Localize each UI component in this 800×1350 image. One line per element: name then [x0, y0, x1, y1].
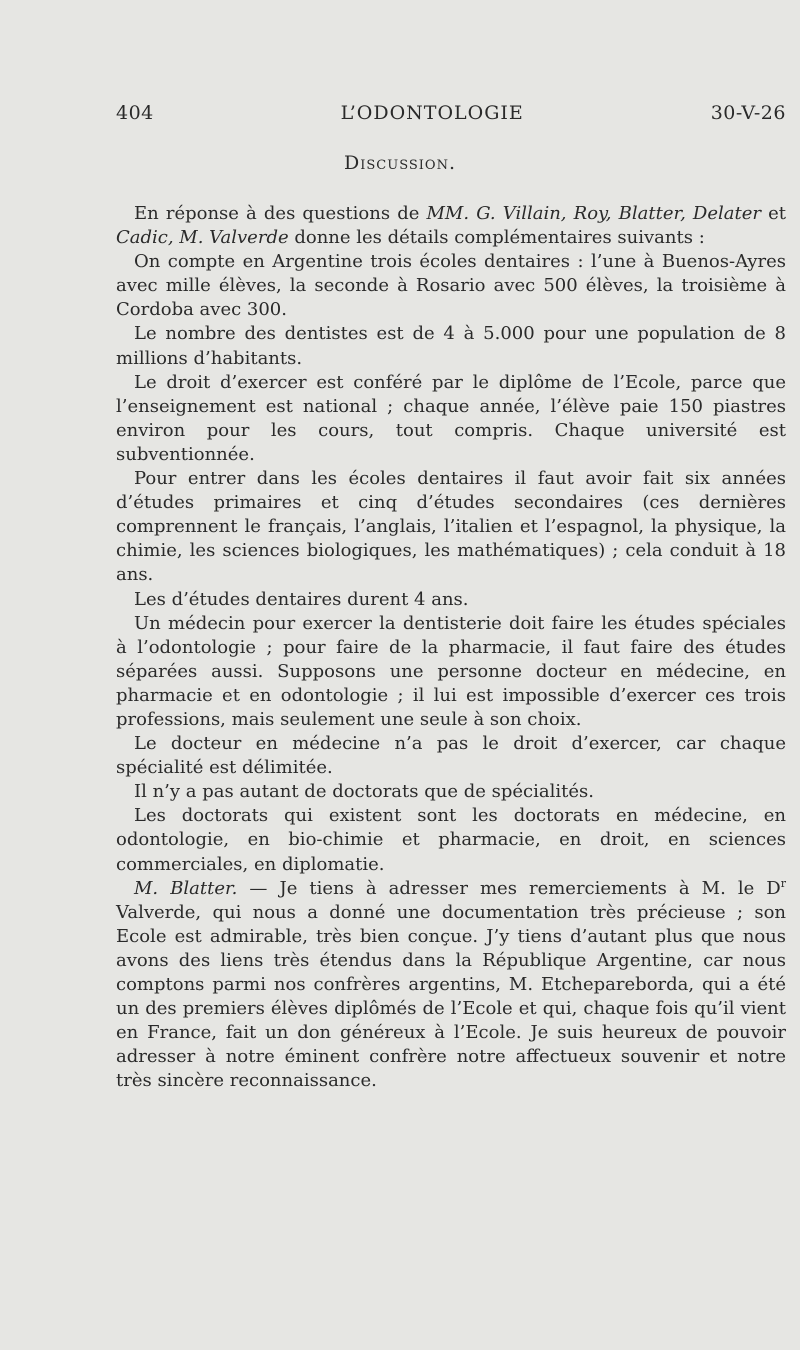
paragraph-1: En réponse à des questions de MM. G. Villain, Roy, Blatter, Delater et Cadic, M. Valverde donne les détails complémentaires suivants :	[116, 203, 786, 249]
paragraph-9: Il n’y a pas autant de doctorats que de spécialités.	[134, 781, 594, 803]
running-header	[116, 102, 786, 124]
paragraph-6: Les d’études dentaires durent 4 ans.	[134, 588, 469, 610]
paragraph-4: Le droit d’exercer est conféré par le diplôme de l’Ecole, parce que l’enseignement est national ; chaque année, l’élève paie 150 piastres environ pour les cours, tout compris. Chaque université est subventionnée.	[116, 371, 786, 465]
paragraph-11: M. Blatter. — Je tiens à adresser mes remerciements à M. le $D^r$ Valverde, qui nous a donné une documentation très précieuse ; son Ecole est admirable, très bien conçue. J’y tiens d’autant plus que nous avons des liens très étendus dans la République Argentine, car nous comptons parmi nos confrères argentins, M. Etchepareborda, qui a été un des premiers élèves diplômés de l’Ecole et qui, chaque fois qu’il vient en France, fait un don généreux à l’Ecole. Je suis heureux de pouvoir adresser à notre éminent confrère notre affectueux souvenir et notre très sincère reconnaissance.	[116, 876, 787, 1092]
paragraph-7: Un médecin pour exercer la dentisterie doit faire les études spéciales à l’odontologie ; pour faire de la pharmacie, il faut faire des études séparées aussi. Supposons une personne docteur en médecine, en pharmacie et en odontologie ; il lui est impossible d’exercer ces trois professions, mais seulement une seule à son choix.	[116, 612, 786, 730]
paragraph-2: On compte en Argentine trois écoles dentaires : l’une à Buenos-Ayres avec mille élèves, la seconde à Rosario avec 500 élèves, la troisième à Cordoba avec 300.	[116, 251, 786, 321]
paragraph-8: Le docteur en médecine n’a pas le droit d’exercer, car chaque spécialité est délimitée.	[116, 733, 786, 779]
paragraph-10: Les doctorats qui existent sont les doctorats en médecine, en odontologie, en bio-chimie et pharmacie, en droit, en sciences commerciales, en diplomatie.	[116, 805, 786, 875]
section-heading: Discussion.	[344, 152, 456, 174]
body-text	[116, 202, 786, 1093]
paragraph-5: Pour entrer dans les écoles dentaires il faut avoir fait six années d’études primaires et cinq d’études secondaires (ces dernières comprennent le français, l’anglais, l’italien et l’espagnol, la physique, la chimie, les sciences biologiques, les mathématiques) ; cela conduit à 18 ans.	[116, 468, 786, 586]
speaker-name: M. Blatter.	[134, 877, 238, 899]
issue-date: 30-V-26	[710, 102, 786, 124]
page-number: 404	[116, 102, 154, 124]
journal-title: L’ODONTOLOGIE	[340, 102, 524, 124]
paragraph-3: Le nombre des dentistes est de 4 à 5.000 pour une population de 8 millions d’habitants.	[116, 323, 786, 369]
